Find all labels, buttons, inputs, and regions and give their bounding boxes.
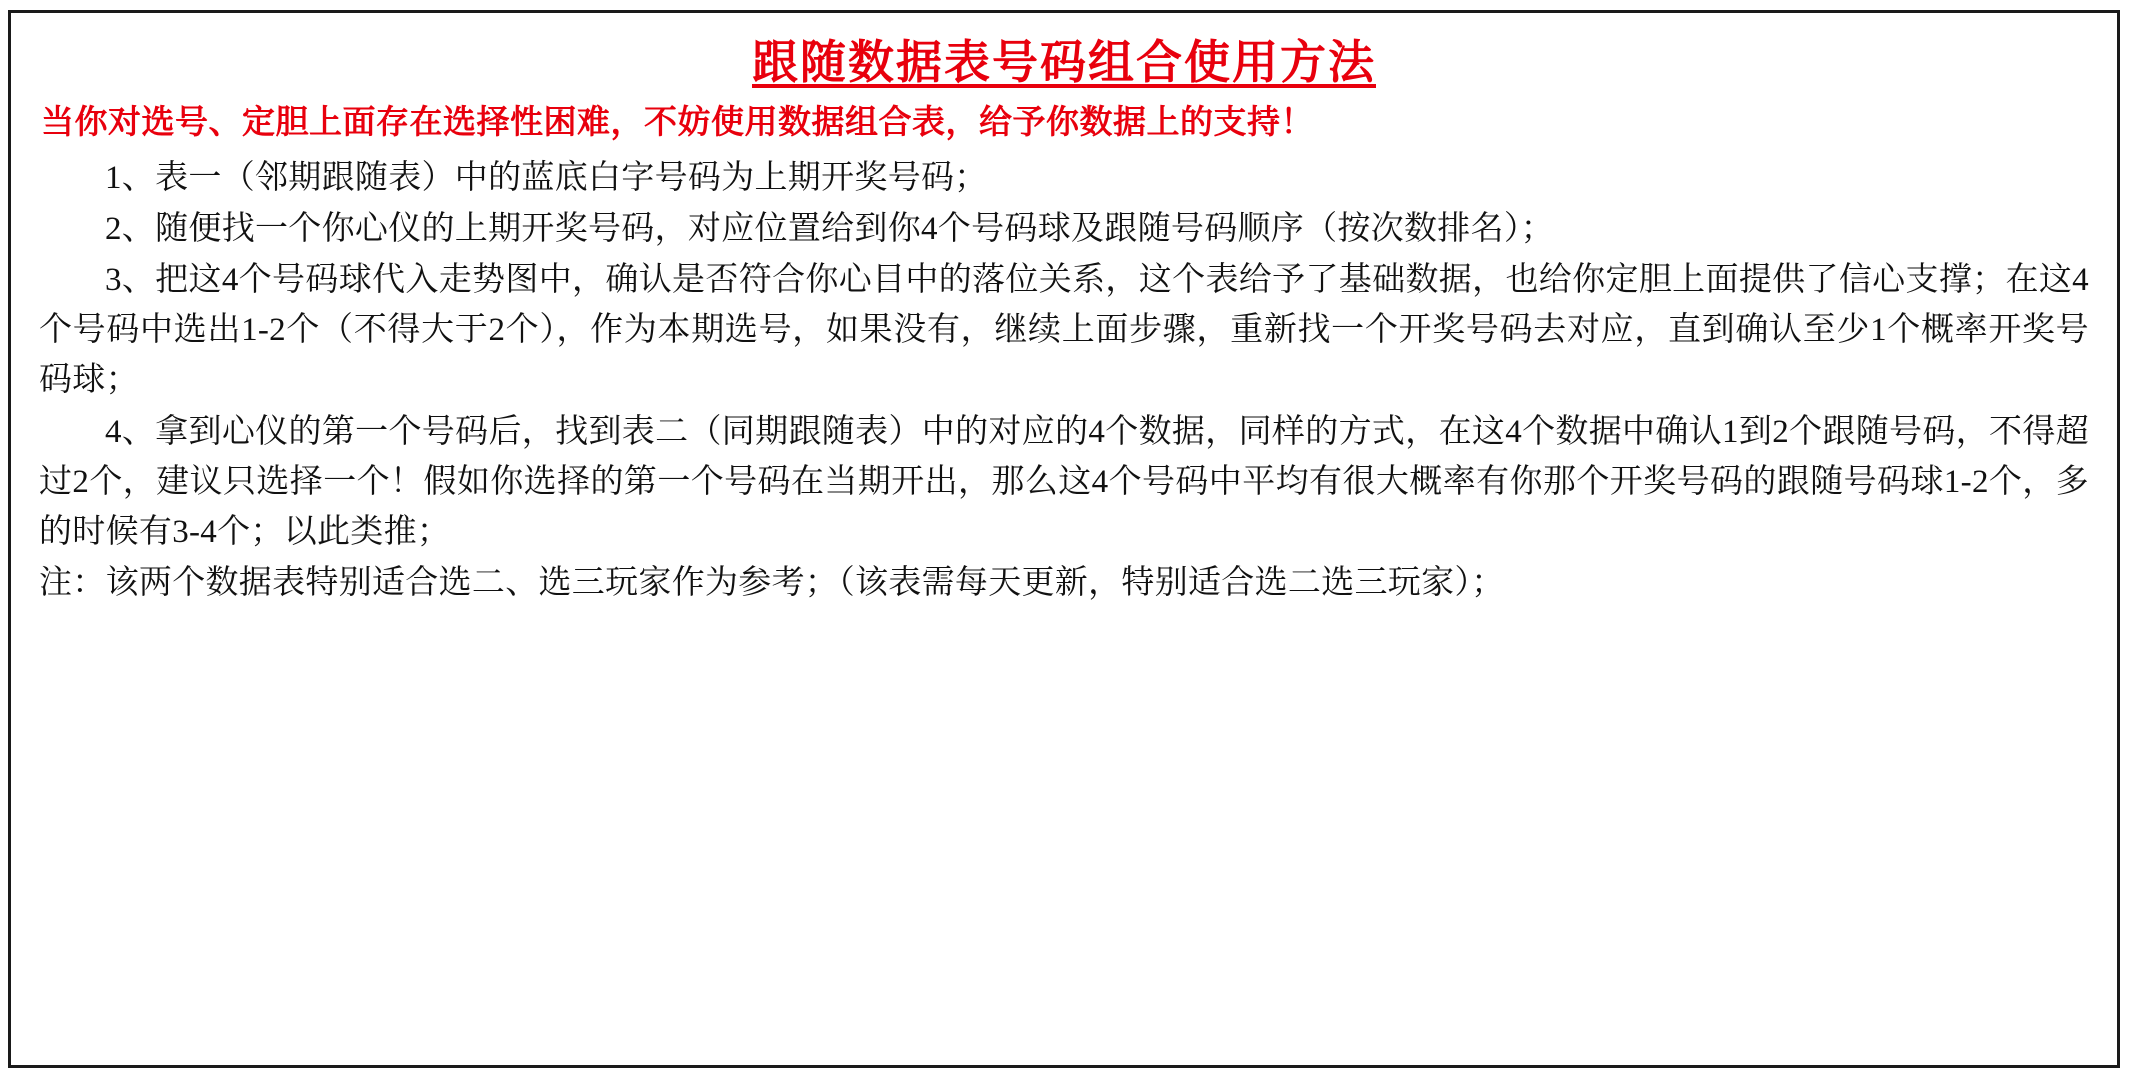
document-subtitle: 当你对选号、定胆上面存在选择性困难，不妨使用数据组合表，给予你数据上的支持！ [41, 104, 1314, 141]
document-body [37, 153, 2091, 608]
paragraph-note: 注：该两个数据表特别适合选二、选三玩家作为参考；（该表需每天更新，特别适合选二选三玩家）； [39, 565, 1505, 601]
paragraph-2: 2、随便找一个你心仪的上期开奖号码，对应位置给到你4个号码球及跟随号码顺序（按次数排名）； [105, 210, 1554, 247]
content-frame [8, 10, 2120, 1068]
page-title: 跟随数据表号码组合使用方法 [752, 37, 1376, 88]
paragraph-4: 4、拿到心仪的第一个号码后，找到表二（同期跟随表）中的对应的4个数据，同样的方式，在这4个数据中确认1到2个跟随号码，不得超过2个，建议只选择一个！假如你选择的第一个号码在当期开出，那么这4个号码中平均有很大概率有你那个开奖号码的跟随号码球1-2个，多的时候有3-4个；以此类推； [39, 413, 2089, 550]
paragraph-3: 3、把这4个号码球代入走势图中，确认是否符合你心目中的落位关系，这个表给予了基础数据，也给你定胆上面提供了信心支撑；在这4个号码中选出1-2个（不得大于2个），作为本期选号，如果没有，继续上面步骤，重新找一个开奖号码去对应，直到确认至少1个概率开奖号码球； [39, 262, 2089, 399]
paragraph-1: 1、表一（邻期跟随表）中的蓝底白字号码为上期开奖号码； [105, 159, 988, 196]
